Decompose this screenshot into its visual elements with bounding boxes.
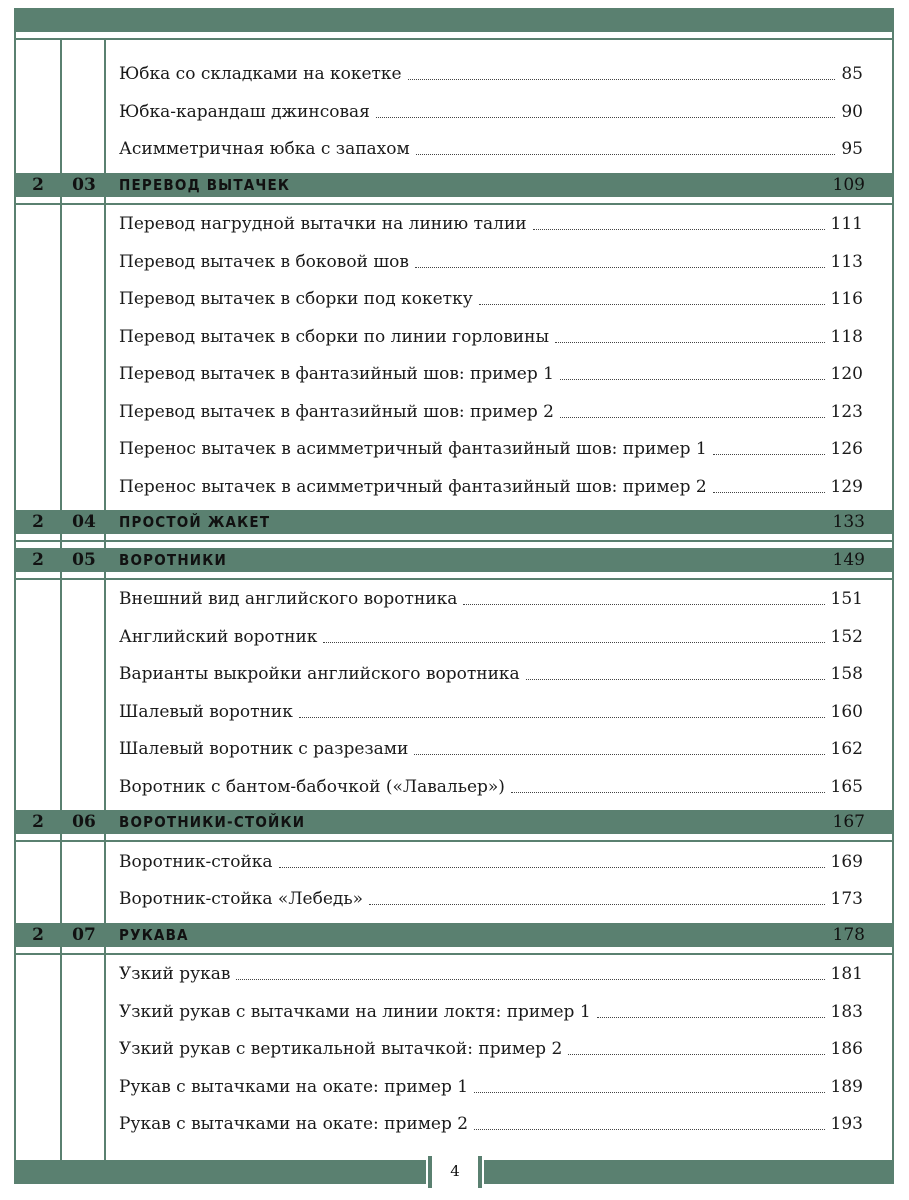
toc-entry[interactable] xyxy=(119,436,863,460)
toc-entry-page: 169 xyxy=(830,851,863,872)
page-number: 4 xyxy=(450,1162,460,1180)
toc-entry-title: Юбка со складками на кокетке xyxy=(119,64,402,84)
dot-leader xyxy=(555,342,825,343)
section-divider xyxy=(14,953,894,955)
dot-leader xyxy=(597,1017,825,1018)
toc-entry-title: Асимметричная юбка с запахом xyxy=(119,139,410,159)
toc-entry-title: Внешний вид английского воротника xyxy=(119,589,458,609)
toc-entry-page: 158 xyxy=(830,664,863,684)
toc-entry[interactable] xyxy=(119,774,863,798)
section-divider xyxy=(14,540,894,542)
column-divider-1 xyxy=(60,38,62,1160)
dot-leader xyxy=(416,154,836,155)
toc-entry-page: 186 xyxy=(830,1039,863,1059)
section-header[interactable] xyxy=(14,923,894,947)
toc-entry-title: Воротник-стойка «Лебедь» xyxy=(119,889,364,909)
toc-entry-page: 85 xyxy=(841,64,863,84)
toc-entry[interactable] xyxy=(119,961,863,985)
toc-entry[interactable] xyxy=(119,61,863,85)
dot-leader xyxy=(479,304,825,305)
toc-entry-page: 123 xyxy=(830,401,863,422)
toc-entry[interactable] xyxy=(119,136,863,160)
dot-leader xyxy=(279,867,825,868)
toc-entry-title: Узкий рукав с вертикальной вытачкой: пример 2 xyxy=(119,1039,563,1059)
toc-entry-title: Перевод вытачек в сборки под кокетку xyxy=(119,289,473,309)
dot-leader xyxy=(415,267,825,268)
toc-entry[interactable] xyxy=(119,1036,863,1060)
section-header[interactable] xyxy=(14,548,894,572)
toc-entry[interactable] xyxy=(119,399,863,423)
toc-entry-title: Рукав с вытачками на окате: пример 1 xyxy=(119,1076,469,1097)
section-title: ПЕРЕВОД ВЫТАЧЕК xyxy=(119,175,291,194)
dot-leader xyxy=(369,904,825,905)
toc-entry[interactable] xyxy=(119,286,863,310)
dot-leader xyxy=(299,717,825,718)
dot-leader xyxy=(376,117,835,118)
toc-entry[interactable] xyxy=(119,99,863,123)
section-page: 109 xyxy=(832,174,865,195)
toc-entry-page: 90 xyxy=(841,101,863,122)
toc-entry[interactable] xyxy=(119,661,863,685)
page-box-right-rule xyxy=(478,1156,482,1188)
section-part-number: 2 xyxy=(32,174,44,195)
dot-leader xyxy=(511,792,825,793)
toc-entry-title: Перевод вытачек в фантазийный шов: пример 2 xyxy=(119,401,554,422)
dot-leader xyxy=(568,1054,824,1055)
dot-leader xyxy=(526,679,825,680)
toc-entry-title: Узкий рукав xyxy=(119,964,231,984)
toc-entry[interactable] xyxy=(119,999,863,1023)
section-chapter-number: 03 xyxy=(72,174,96,195)
section-page: 149 xyxy=(832,549,865,570)
toc-entry-page: 116 xyxy=(830,289,863,309)
dot-leader xyxy=(414,754,824,755)
toc-entry[interactable] xyxy=(119,886,863,910)
page-number-box xyxy=(426,1156,484,1188)
toc-entry[interactable] xyxy=(119,699,863,723)
section-header[interactable] xyxy=(14,510,894,534)
top-divider xyxy=(14,38,894,40)
toc-entry-title: Узкий рукав с вытачками на линии локтя: пример 1 xyxy=(119,1001,591,1022)
dot-leader xyxy=(474,1129,824,1130)
toc-entry-page: 120 xyxy=(830,364,863,384)
column-divider-2 xyxy=(104,38,106,1160)
section-title: ВОРОТНИКИ-СТОЙКИ xyxy=(119,813,306,831)
section-part-number: 2 xyxy=(32,549,44,570)
toc-entry-page: 113 xyxy=(830,251,863,272)
section-chapter-number: 05 xyxy=(72,549,96,570)
toc-entry-page: 181 xyxy=(830,964,863,984)
toc-entry-title: Варианты выкройки английского воротника xyxy=(119,664,520,684)
toc-entry-page: 165 xyxy=(830,776,863,797)
toc-entry-page: 151 xyxy=(830,589,863,609)
dot-leader xyxy=(236,979,824,980)
section-page: 133 xyxy=(832,512,865,532)
section-title: ПРОСТОЙ ЖАКЕТ xyxy=(119,513,271,531)
toc-entry-page: 183 xyxy=(830,1001,863,1022)
toc-entry-title: Юбка-карандаш джинсовая xyxy=(119,101,370,122)
dot-leader xyxy=(713,454,825,455)
left-border xyxy=(14,32,16,1160)
toc-entry[interactable] xyxy=(119,849,863,873)
toc-entry-title: Перевод вытачек в фантазийный шов: пример 1 xyxy=(119,364,554,384)
toc-entry-title: Перенос вытачек в асимметричный фантазийный шов: пример 2 xyxy=(119,476,707,497)
toc-entry-page: 118 xyxy=(830,326,863,347)
section-header[interactable] xyxy=(14,173,894,197)
toc-entry-title: Перенос вытачек в асимметричный фантазийный шов: пример 1 xyxy=(119,439,707,459)
section-divider xyxy=(14,578,894,580)
toc-entry[interactable] xyxy=(119,211,863,235)
toc-entry[interactable] xyxy=(119,361,863,385)
section-header[interactable] xyxy=(14,810,894,834)
section-divider xyxy=(14,203,894,205)
section-title: ВОРОТНИКИ xyxy=(119,550,228,569)
toc-entry-page: 193 xyxy=(830,1114,863,1134)
toc-entry-page: 95 xyxy=(841,139,863,159)
toc-entry[interactable] xyxy=(119,586,863,610)
toc-entry-page: 111 xyxy=(830,214,863,234)
toc-entry-title: Перевод нагрудной вытачки на линию талии xyxy=(119,214,527,234)
toc-entry-page: 173 xyxy=(830,889,863,909)
toc-entry-page: 152 xyxy=(830,626,863,647)
section-chapter-number: 06 xyxy=(72,812,96,832)
dot-leader xyxy=(560,379,825,380)
dot-leader xyxy=(323,642,824,643)
toc-entry[interactable] xyxy=(119,736,863,760)
section-chapter-number: 07 xyxy=(72,924,96,945)
section-page: 167 xyxy=(832,812,865,832)
toc-entry[interactable] xyxy=(119,249,863,273)
dot-leader xyxy=(474,1092,824,1093)
toc-entry[interactable] xyxy=(119,474,863,498)
toc-entry-page: 126 xyxy=(830,439,863,459)
toc-entry-title: Воротник-стойка xyxy=(119,851,273,872)
toc-entry-title: Шалевый воротник с разрезами xyxy=(119,739,409,759)
section-divider xyxy=(14,840,894,842)
section-part-number: 2 xyxy=(32,512,44,532)
toc-entry-title: Рукав с вытачками на окате: пример 2 xyxy=(119,1114,469,1134)
toc-entry[interactable] xyxy=(119,1074,863,1098)
section-chapter-number: 04 xyxy=(72,512,96,532)
toc-entry-page: 160 xyxy=(830,701,863,722)
section-page: 178 xyxy=(832,924,865,945)
dot-leader xyxy=(408,79,836,80)
toc-entry[interactable] xyxy=(119,324,863,348)
toc-entry-title: Шалевый воротник xyxy=(119,701,293,722)
dot-leader xyxy=(560,417,825,418)
right-border xyxy=(892,32,894,1160)
top-bar xyxy=(14,8,894,32)
toc-entry-title: Воротник с бантом-бабочкой («Лавальер») xyxy=(119,776,505,797)
section-part-number: 2 xyxy=(32,924,44,945)
toc-entry[interactable] xyxy=(119,1111,863,1135)
toc-entry-title: Английский воротник xyxy=(119,626,318,647)
toc-entry-page: 162 xyxy=(830,739,863,759)
dot-leader xyxy=(533,229,825,230)
section-title: РУКАВА xyxy=(119,925,189,944)
dot-leader xyxy=(713,492,825,493)
toc-entry-page: 189 xyxy=(830,1076,863,1097)
toc-entry-title: Перевод вытачек в боковой шов xyxy=(119,251,409,272)
toc-entry-page: 129 xyxy=(830,476,863,497)
dot-leader xyxy=(463,604,824,605)
section-part-number: 2 xyxy=(32,812,44,832)
toc-entry[interactable] xyxy=(119,624,863,648)
toc-entry-title: Перевод вытачек в сборки по линии горловины xyxy=(119,326,549,347)
